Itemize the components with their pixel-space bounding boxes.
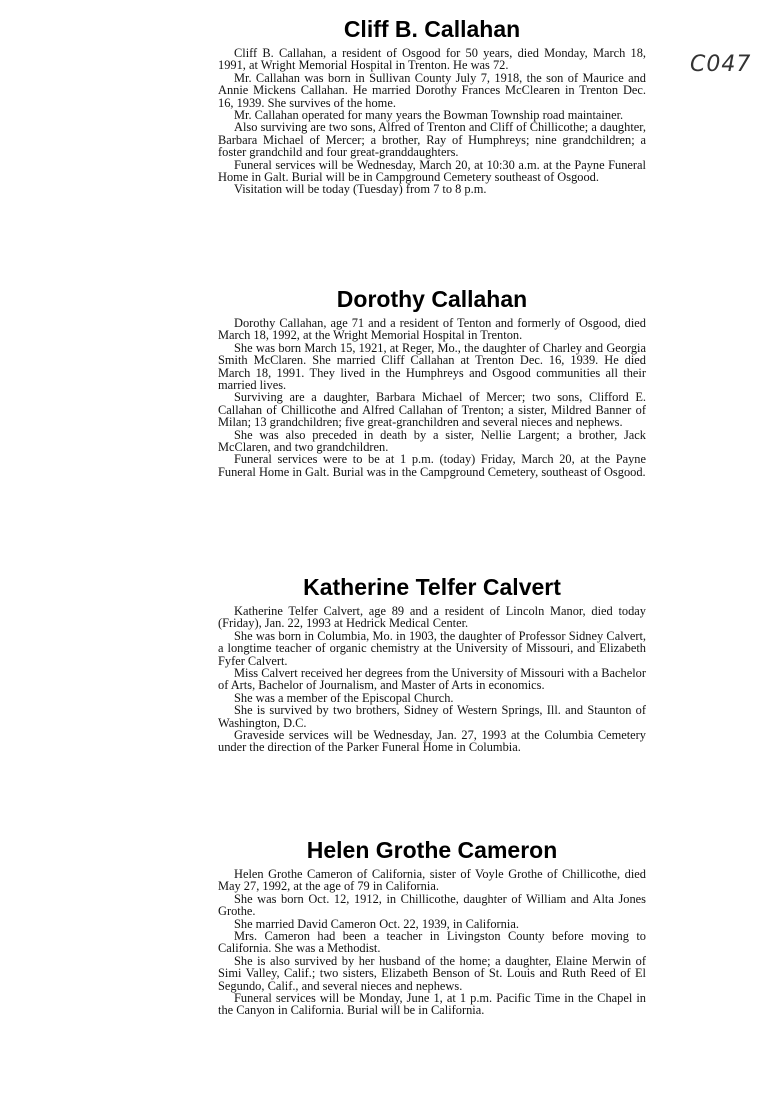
obituary-paragraph: Funeral services will be Monday, June 1, at 1 p.m. Pacific Time in the Chapel in the Canyon in California. Burial will be in California.: [218, 991, 646, 1018]
obituary-paragraph: She is also survived by her husband of the home; a daughter, Elaine Merwin of Simi Valley, Calif.; two sisters, Elizabeth Benson of St. Louis and Ruth Reed of El Segundo, Calif., and several nieces and nephews.: [218, 953, 646, 993]
obituary-paragraph: Helen Grothe Cameron of California, sister of Voyle Grothe of Chillicothe, died May 27, 1992, at the age of 79 in California.: [218, 867, 646, 894]
obituary-paragraph: She was also preceded in death by a sister, Nellie Largent; a brother, Jack McClaren, and two grandchildren.: [218, 427, 646, 455]
obituary-paragraph: Mr. Callahan operated for many years the Bowman Township road maintainer.: [234, 108, 624, 123]
obituary-katherine-calvert: [218, 574, 646, 754]
obituary-paragraph: Mr. Callahan was born in Sullivan County July 7, 1918, the son of Maurice and Annie Mickens Callahan. He married Dorothy Frances McClearen in Trenton Dec. 16, 1939. She survives of the home.: [218, 70, 646, 110]
obituary-paragraph: She was born in Columbia, Mo. in 1903, the daughter of Professor Sidney Calvert, a longtime teacher of organic chemistry at the University of Missouri, and Elizabeth Fyfer Calvert.: [218, 628, 646, 668]
obituary-paragraph: Graveside services will be Wednesday, Jan. 27, 1993 at the Columbia Cemetery under the direction of the Parker Funeral Home in Columbia.: [218, 728, 646, 755]
obituary-paragraph: Katherine Telfer Calvert, age 89 and a resident of Lincoln Manor, died today (Friday), Jan. 22, 1993 at Hedrick Medical Center.: [218, 604, 646, 631]
obituary-name: Katherine Telfer Calvert: [303, 574, 561, 600]
obituary-paragraph: Surviving are a daughter, Barbara Michael of Mercer; two sons, Clifford E. Callahan of Chillicothe and Alfred Callahan of Trenton; a sister, Mildred Banner of Milan; 13 grandchildren; five great-granchildren and several nieces and nephews.: [218, 390, 646, 430]
obituary-paragraph: Dorothy Callahan, age 71 and a resident of Tenton and formerly of Osgood, died March 18, 1992, at the Wright Memorial Hospital in Trenton.: [218, 316, 646, 343]
obituary-paragraph: She was a member of the Episcopal Church.: [234, 690, 454, 705]
obituary-dorothy-callahan: [218, 286, 646, 478]
obituary-paragraph: She was born March 15, 1921, at Reger, Mo., the daughter of Charley and Georgia Smith McClaren. She married Cliff Callahan at Trenton Dec. 16, 1939. He died March 18, 1991. They lived in the Humphreys and Osgood communities all their married lives.: [218, 340, 646, 393]
obituary-paragraph: Miss Calvert received her degrees from the University of Missouri with a Bachelor of Arts, Bachelor of Journalism, and Master of Arts in economics.: [218, 666, 646, 693]
obituary-paragraph: Visitation will be today (Tuesday) from 7 to 8 p.m.: [234, 182, 487, 197]
handwritten-margin-note: C047: [690, 52, 752, 77]
obituary-paragraph: Cliff B. Callahan, a resident of Osgood for 50 years, died Monday, March 18, 1991, at Wright Memorial Hospital in Trenton. He was 72.: [218, 46, 646, 73]
obituary-helen-cameron: [218, 837, 646, 1017]
obituary-paragraph: Also surviving are two sons, Alfred of Trenton and Cliff of Chillicothe; a daughter, Barbara Michael of Mercer; a brother, Ray of Humphreys; nine grandchildren; a foster grandchild and four great-granddaughters.: [218, 120, 646, 160]
obituary-paragraph: She is survived by two brothers, Sidney of Western Springs, Ill. and Staunton of Washington, D.C.: [218, 703, 646, 730]
obituary-paragraph: She was born Oct. 12, 1912, in Chillicothe, daughter of William and Alta Jones Grothe.: [218, 891, 646, 919]
obituary-cliff-callahan: [218, 16, 646, 196]
obituary-name: Dorothy Callahan: [336, 286, 528, 312]
obituary-paragraph: Mrs. Cameron had been a teacher in Livingston County before moving to California. She was a Methodist.: [218, 929, 646, 956]
obituary-name: Helen Grothe Cameron: [306, 837, 558, 863]
obituary-paragraph: Funeral services will be Wednesday, March 20, at 10:30 a.m. at the Payne Funeral Home in Galt. Burial will be in Campground Cemetery southeast of Osgood.: [218, 157, 646, 185]
obituary-paragraph: Funeral services were to be at 1 p.m. (today) Friday, March 20, at the Payne Funeral Home in Galt. Burial was in the Campground Cemetery, southeast of Osgood.: [218, 452, 646, 479]
obituary-paragraph: She married David Cameron Oct. 22, 1939, in California.: [234, 916, 519, 931]
obituary-name: Cliff B. Callahan: [343, 16, 521, 42]
